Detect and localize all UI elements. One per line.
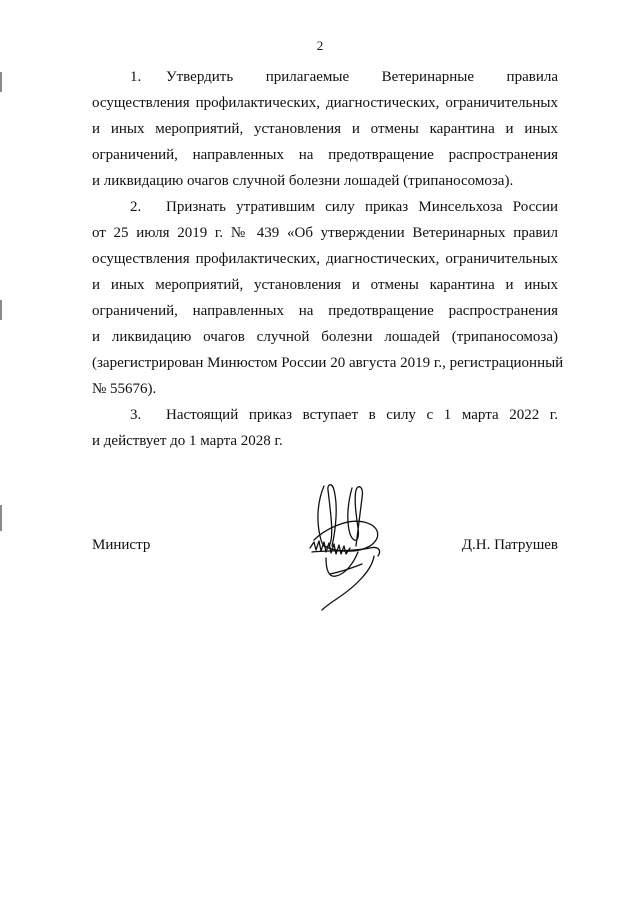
paragraph-line: и действует до 1 марта 2028 г. bbox=[92, 433, 283, 449]
paragraph-line: и иных мероприятий, установления и отмены карантина и иных bbox=[92, 277, 558, 293]
paragraph-line: 1. Утвердить прилагаемые Ветеринарные правила bbox=[92, 64, 558, 90]
paragraph-line: и иных мероприятий, установления и отмены карантина и иных bbox=[92, 121, 558, 137]
signer-position: Министр bbox=[92, 537, 151, 553]
scan-edge-mark bbox=[0, 300, 2, 320]
paragraph-3 bbox=[92, 402, 558, 454]
paragraph-line: от 25 июля 2019 г. № 439 «Об утверждении Ветеринарных правил bbox=[92, 225, 558, 241]
paragraph-line: и ликвидацию очагов случной болезни лошадей (трипаносомоза). bbox=[92, 173, 514, 189]
paragraph-line: (зарегистрирован Минюстом России 20 августа 2019 г., регистрационный bbox=[92, 355, 564, 371]
paragraph-line: осуществления профилактических, диагностических, ограничительных bbox=[92, 251, 558, 267]
paragraph-number: 3. bbox=[130, 407, 142, 423]
paragraph-line: № 55676). bbox=[92, 381, 157, 397]
paragraph-line: ограничений, направленных на предотвращение распространения bbox=[92, 303, 558, 319]
paragraph-number: 2. bbox=[130, 199, 142, 215]
paragraph-line: 3. Настоящий приказ вступает в силу с 1 марта 2022 г. bbox=[92, 402, 558, 428]
scan-edge-mark bbox=[0, 72, 2, 92]
handwritten-signature bbox=[300, 478, 390, 613]
paragraph-line: осуществления профилактических, диагностических, ограничительных bbox=[92, 95, 558, 111]
signer-name: Д.Н. Патрушев bbox=[461, 537, 558, 553]
paragraph-number: 1. bbox=[130, 69, 142, 85]
paragraph-1 bbox=[92, 64, 558, 194]
page-number: 2 bbox=[316, 38, 324, 53]
paragraph-line: ограничений, направленных на предотвращение распространения bbox=[92, 147, 558, 163]
scan-edge-mark bbox=[0, 505, 2, 531]
paragraph-line: и ликвидацию очагов случной болезни лошадей (трипаносомоза) bbox=[92, 329, 558, 345]
paragraph-line: 2. Признать утратившим силу приказ Минсельхоза России bbox=[92, 194, 558, 220]
paragraph-2 bbox=[92, 194, 564, 402]
